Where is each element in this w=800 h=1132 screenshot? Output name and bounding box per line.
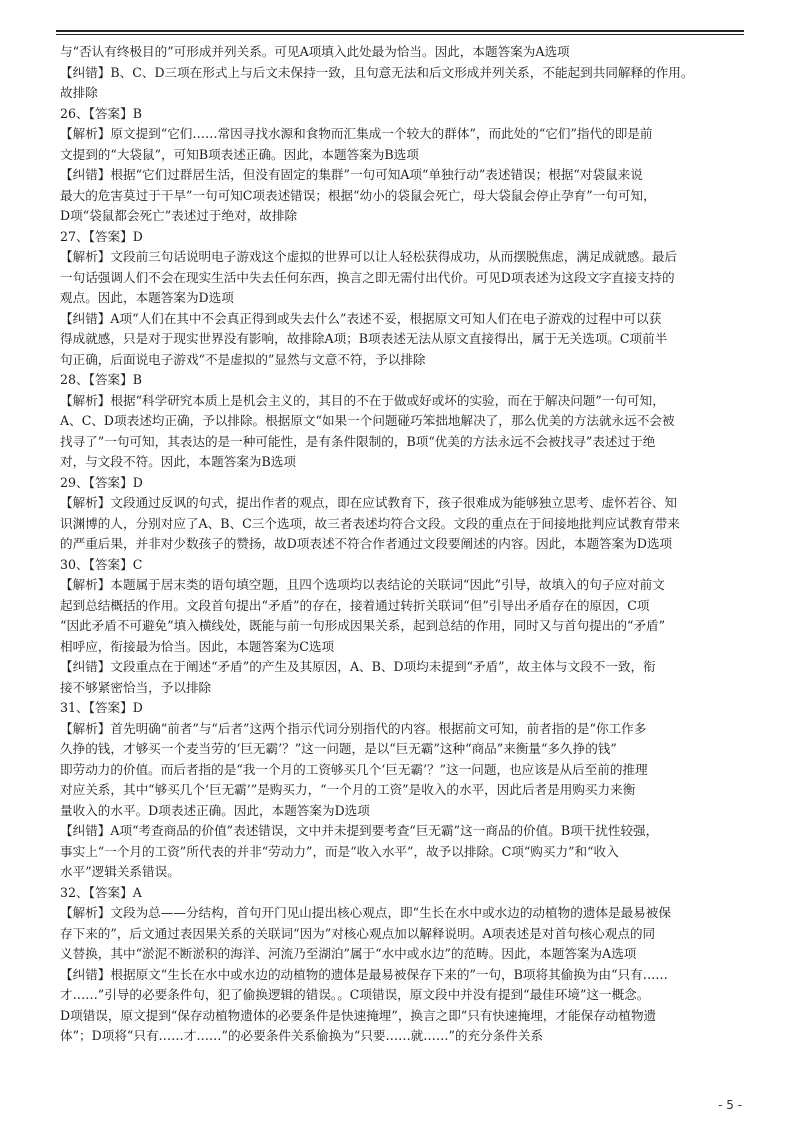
text-line: 文提到的“大袋鼠”，可知B项表述正确。因此，本题答案为B选项 — [60, 146, 419, 162]
text-line: 【解析】本题属于居末类的语句填空题，且四个选项均以表结论的关联词“因此”引导，故填入的句子应对前文 — [60, 577, 665, 592]
text-line: 30、【答案】C — [60, 556, 143, 572]
text-line: 故排除 — [60, 85, 98, 100]
text-line: 【纠错】A项“考查商品的价值”表述错误，文中并未提到要考查“巨无霸”这一商品的价值。B项干扰性较强， — [60, 823, 659, 838]
text-line: 【解析】首先明确“前者”与“后者”这两个指示代词分别指代的内容。根据前文可知，前者指的是“你工作多 — [60, 720, 647, 736]
text-line: 义替换，其中“淤泥不断淤积的海洋、河流乃至湖泊”属于“水中或水边”的范畴。因此，本题答案为A选项 — [60, 946, 637, 961]
text-line: 29、【答案】D — [60, 474, 143, 490]
text-line: 久挣的钱，才够买一个麦当劳的‘巨无霸’？”这一问题，是以“巨无霸”这种“商品”来衡量“多久挣的钱” — [60, 741, 617, 756]
text-line: 相呼应，衔接最为恰当。因此，本题答案为C选项 — [60, 638, 335, 654]
text-line: 【纠错】A项“人们在其中不会真正得到或失去什么”表述不妥，根据原文可知人们在电子游戏的过程中可以获 — [60, 310, 662, 326]
text-line: 的严重后果，并非对少数孩子的赞扬，故D项表述不符合作者通过文段要阐述的内容。因此，本题答案为D选项 — [60, 536, 673, 551]
text-line: “因此矛盾不可避免”填入横线处，既能与前一句形成因果关系，起到总结的作用，同时又与首句提出的“矛盾” — [60, 618, 666, 633]
text-line: A、C、D项表述均正确，予以排除。根据原文“如果一个问题碰巧笨拙地解决了，那么优美的方法就永远不会被 — [60, 413, 675, 428]
text-line: 【解析】文段通过反讽的句式，提出作者的观点，即在应试教育下，孩子很难成为能够独立思考、虚怀若谷、知 — [60, 495, 678, 510]
document-body — [60, 42, 744, 1047]
text-line: 体”；D项将“只有……才……”的必要条件关系偷换为“只要……就……”的充分条件关系 — [60, 1028, 544, 1043]
text-line: 找寻了”一句可知，其表达的是一种可能性，是有条件限制的，B项“优美的方法永远不会被找寻”表述过于绝 — [60, 433, 656, 449]
text-line: 26、【答案】B — [60, 105, 142, 121]
text-line: 27、【答案】D — [60, 228, 143, 244]
header-rule-thin — [56, 34, 744, 35]
text-line: 一句话强调人们不会在现实生活中失去任何东西，换言之即无需付出代价。可见D项表述为这段文字直接支持的 — [60, 269, 675, 285]
text-line: 【解析】文段前三句话说明电子游戏这个虚拟的世界可以让人轻松获得成功，从而摆脱焦虑，满足成就感。最后 — [60, 249, 678, 264]
text-line: 句正确，后面说电子游戏“不是虚拟的”显然与文意不符，予以排除 — [60, 351, 426, 367]
text-line: 31、【答案】D — [60, 700, 143, 715]
text-line: 32、【答案】A — [60, 884, 142, 900]
text-line: 【纠错】文段重点在于阐述“矛盾”的产生及其原因，A、B、D项均未提到“矛盾”，故主体与文段不一致，衔 — [60, 659, 656, 674]
header-rule-thick — [56, 30, 744, 32]
text-line: 识渊博的人，分别对应了A、B、C三个选项，故三者表述均符合文段。文段的重点在于间接地批判应试教育带来 — [60, 515, 680, 531]
text-line: 观点。因此，本题答案为D选项 — [60, 290, 234, 305]
page-number: - 5 - — [718, 1098, 742, 1112]
text-line: 才……”引导的必要条件句，犯了偷换逻辑的错误。。C项错误，原文段中并没有提到“最佳环境”这一概念。 — [60, 987, 650, 1002]
text-line: 量收入的水平。D项表述正确。因此，本题答案为D选项 — [60, 802, 370, 818]
text-line: 【纠错】B、C、D三项在形式上与后文未保持一致，且句意无法和后文形成并列关系，不能起到共同解释的作用。 — [60, 64, 694, 80]
text-line: 【解析】根据“科学研究本质上是机会主义的，其目的不在于做或好或坏的实验，而在于解决问题”一句可知， — [60, 392, 665, 408]
text-line: 对应关系，其中“够买几个‘巨无霸’”是购买力，“一个月的工资”是收入的水平，因此后者是用购买力来衡 — [60, 782, 636, 797]
text-line: 接不够紧密恰当，予以排除 — [60, 679, 212, 695]
text-line: 即劳动力的价值。而后者指的是“我一个月的工资够买几个‘巨无霸’？”这一问题，也应该是从后至前的推理 — [60, 761, 648, 777]
text-line: 28、【答案】B — [60, 372, 142, 387]
text-line: 最大的危害莫过于干旱”一句可知C项表述错误；根据“幼小的袋鼠会死亡，母大袋鼠会停止孕育”一句可知， — [60, 187, 656, 203]
text-line: 与“否认有终极目的”可形成并列关系。可见A项填入此处最为恰当。因此，本题答案为A选项 — [60, 44, 570, 59]
text-line: 【纠错】根据原文“生长在水中或水边的动植物的遗体是最易被保存下来的”一句，B项将其偷换为由“只有…… — [60, 966, 668, 982]
text-line: D项错误，原文提到“保存动植物遗体的必要条件是快速掩埋”，换言之即“只有快速掩埋，才能保存动植物遗 — [60, 1007, 657, 1023]
text-line: 对，与文段不符。因此，本题答案为B选项 — [60, 454, 296, 469]
text-line: 存下来的”，后文通过表因果关系的关联词“因为”对核心观点加以解释说明。A项表述是对首句核心观点的同 — [60, 925, 656, 941]
text-line: D项“袋鼠都会死亡”表述过于绝对，故排除 — [60, 208, 298, 223]
text-line: 得成就感，只是对于现实世界没有影响，故排除A项；B项表述无法从原文直接得出，属于无关选项。C项前半 — [60, 331, 668, 346]
text-line: 【解析】原文提到“它们……常因寻找水源和食物而汇集成一个较大的群体”，而此处的“它们”指代的即是前 — [60, 126, 653, 141]
text-line: 【解析】文段为总——分结构，首句开门见山提出核心观点，即“生长在水中或水边的动植物的遗体是最易被保 — [60, 905, 671, 920]
text-line: 事实上“一个月的工资”所代表的并非“劳动力”，而是“收入水平”，故予以排除。C项“购买力”和“收入 — [60, 843, 619, 859]
text-line: 起到总结概括的作用。文段首句提出“矛盾”的存在，接着通过转折关联词“但”引导出矛盾存在的原因，C项 — [60, 597, 650, 613]
text-line: 【纠错】根据“它们过群居生活，但没有固定的集群”一句可知A项“单独行动”表述错误；根据“对袋鼠来说 — [60, 167, 643, 182]
text-line: 水平”逻辑关系错误。 — [60, 864, 180, 879]
